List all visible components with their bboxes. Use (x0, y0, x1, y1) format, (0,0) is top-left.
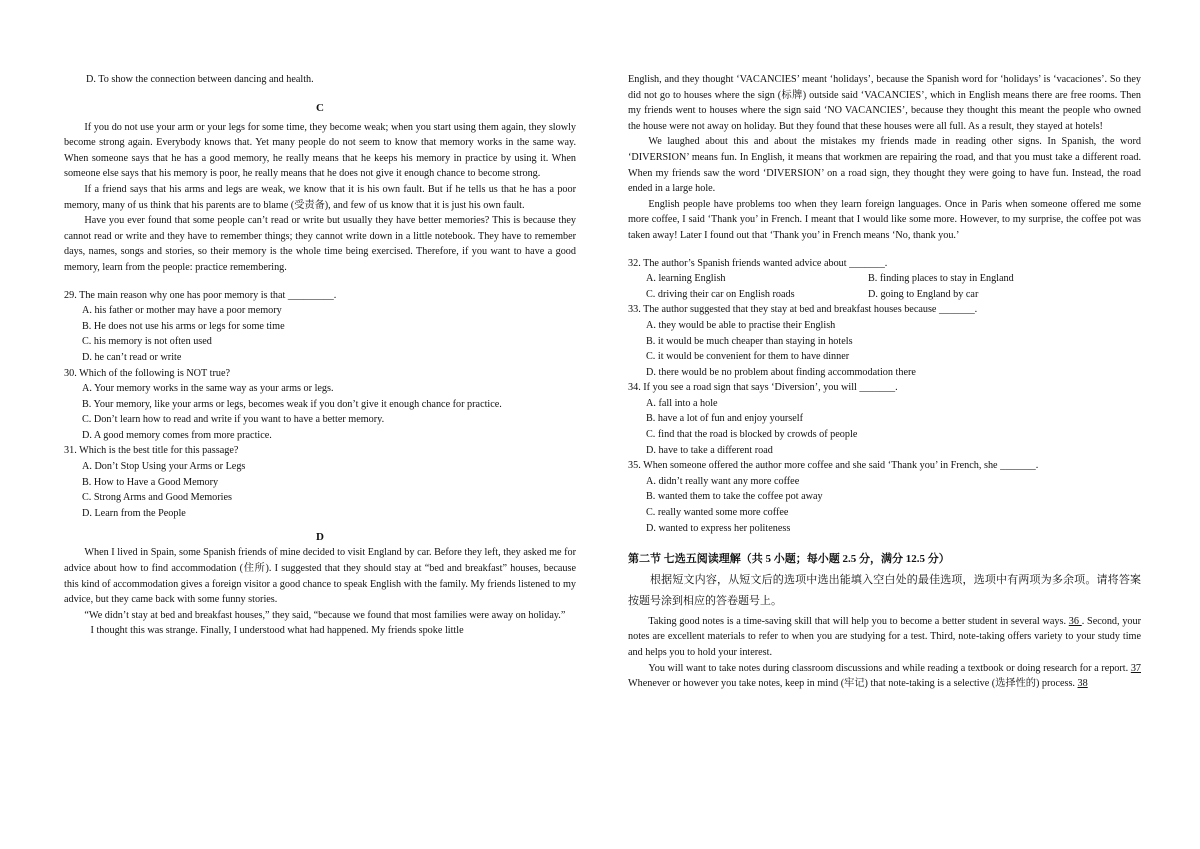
passage-d-continued: English, and they thought ‘VACANCIES’ meant ‘holidays’, because the Spanish word for ‘holidays’ is ‘vacaciones’. So they did not go to houses where the sign (标牌) outside said ‘VACANCIES’, which in English means there are free rooms. Then my friends went to houses where the sign said ‘NO VACANCIES’, because they thought this meant the people who owned the house were not away on holiday. But they found that these houses were all full. As a result, they stayed at hotels! (628, 74, 1141, 132)
options-row (646, 271, 1141, 287)
blank-36[interactable]: 36 (1068, 615, 1082, 627)
option[interactable]: A. they would be able to practise their English (646, 319, 836, 331)
option[interactable]: C. driving their car on English roads (646, 288, 795, 300)
option[interactable]: B. He does not use his arms or legs for some time (82, 320, 285, 332)
option[interactable]: C. it would be convenient for them to have dinner (646, 351, 850, 363)
option[interactable]: C. find that the road is blocked by crowds of people (646, 429, 858, 441)
question-33: 33. The author suggested that they stay at bed and breakfast houses because _______. (628, 304, 978, 316)
option[interactable]: D. Learn from the People (82, 507, 186, 519)
option[interactable]: D. he can’t read or write (82, 351, 182, 363)
cloze-paragraph-1 (628, 614, 1141, 661)
option[interactable]: A. learning English (646, 273, 726, 285)
option[interactable]: B. How to Have a Good Memory (82, 476, 219, 488)
right-column (628, 72, 1141, 692)
passage-c-heading: C (316, 101, 324, 114)
passage-c-paragraph: If a friend says that his arms and legs are weak, we know that it is his own fault. But if he tells us that he has a poor memory, many of us think that his parents are to blame (受责备), and few of us know that it is just his own fault. (64, 183, 576, 211)
passage-d-paragraph: “We didn’t stay at bed and breakfast houses,” they said, “because we found that most families were away on holiday.” (84, 609, 566, 621)
question-34: 34. If you see a road sign that says ‘Diversion’, you will _______. (628, 382, 898, 394)
option[interactable]: D. have to take a different road (646, 444, 773, 456)
passage-c-paragraph: If you do not use your arm or your legs for some time, they become weak; when you start using them again, they slowly become strong again. Everybody knows that. Yet many people do not seem to know that memory works in the same way. When someone says that he has a good memory, he really means that he keeps his memory in practice by using it. When someone else says that his memory is poor, he really means that he does not give it enough chance to become strong. (64, 121, 576, 180)
option[interactable]: D. wanted to express her politeness (646, 522, 791, 534)
cloze-text: You will want to take notes during classroom discussions and while reading a textbook or doing research for a report. (648, 662, 1131, 674)
cloze-paragraph-2 (628, 661, 1141, 692)
passage-c-paragraph: Have you ever found that some people can’t read or write but usually they have better memories? This is because they cannot read or write and they have to remember things; they cannot write down in a little notebook. They have to remember days, names, songs and stories, so their memory is the whole time being exercised. Therefore, if you want to have a good memory, learn from the people: practice remembering. (64, 215, 576, 273)
question-35: 35. When someone offered the author more coffee and she said ‘Thank you’ in French, she _______. (628, 460, 1039, 472)
question-32: 32. The author’s Spanish friends wanted advice about _______. (628, 257, 888, 269)
cloze-text: Whenever or however you take notes, keep in mind (牢记) that note-taking is a selective (选择性的) process. (628, 678, 1078, 690)
option[interactable]: A. his father or mother may have a poor memory (82, 305, 282, 317)
section-2-title: 第二节 七选五阅读理解（共 5 小题；每小题 2.5 分，满分 12.5 分） (628, 553, 950, 566)
question-31: 31. Which is the best title for this passage? (64, 445, 239, 457)
option[interactable]: C. his memory is not often used (82, 336, 212, 348)
passage-d-paragraph: I thought this was strange. Finally, I understood what had happened. My friends spoke little (90, 625, 464, 637)
option[interactable]: B. wanted them to take the coffee pot away (646, 491, 823, 503)
left-column (64, 72, 576, 639)
option[interactable]: A. Don’t Stop Using your Arms or Legs (82, 461, 246, 473)
question-29: 29. The main reason why one has poor memory is that _________. (64, 289, 337, 301)
options-row (646, 287, 1141, 303)
option[interactable]: A. fall into a hole (646, 397, 718, 409)
option[interactable]: B. it would be much cheaper than staying in hotels (646, 335, 853, 347)
passage-d-paragraph: When I lived in Spain, some Spanish friends of mine decided to visit England by car. Before they left, they asked me for advice about how to find accommodation (住所). I suggested that they should stay at “bed and breakfast” houses, because this kind of accommodation gives a foreign visitor a good chance to speak English with the family. My friends listened to my advice, but they came back with some funny stories. (64, 547, 576, 606)
cloze-text: . Second, your notes are excellent materials to refer to when you are studying for a test. Third, note-taking offers variety to your study time and helps you to hold your interest. (628, 615, 1141, 658)
option[interactable]: A. didn’t really want any more coffee (646, 475, 800, 487)
cloze-text: Taking good notes is a time-saving skill that will help you to become a better student in several ways. (648, 615, 1069, 627)
option[interactable]: C. Strong Arms and Good Memories (82, 492, 232, 504)
question-30: 30. Which of the following is NOT true? (64, 367, 230, 379)
passage-d-continued: We laughed about this and about the mistakes my friends made in reading other signs. In Spanish, the word ‘DIVERSION’ means fun. In English, it means that workmen are repairing the road, and that you must take a different road. When my friends saw the word ‘DIVERSION’ on a road sign, they thought they were going to have fun. Instead, the road ended in a large hole. (628, 136, 1141, 195)
passage-d-continued: English people have problems too when they learn foreign languages. Once in Paris when someone offered me some more coffee, I said ‘Thank you’ in French. I meant that I would like some more. However, to my surprise, the coffee pot was taken away! Later I found out that ‘Thank you’ in French means ‘No, thank you.’ (628, 198, 1141, 241)
section-2-instruction: 根据短文内容，从短文后的选项中选出能填入空白处的最佳选项，选项中有两项为多余项。请将答案按题号涂到相应的答卷题号上。 (628, 573, 1141, 607)
option[interactable]: D. going to England by car (868, 288, 979, 300)
previous-question-option-d: D. To show the connection between dancing and health. (86, 74, 314, 85)
option[interactable]: A. Your memory works in the same way as your arms or legs. (82, 383, 334, 395)
option[interactable]: B. Your memory, like your arms or legs, becomes weak if you don’t give it enough chance for practice. (82, 398, 502, 410)
option[interactable]: B. have a lot of fun and enjoy yourself (646, 413, 804, 425)
blank-38[interactable]: 38 (1077, 678, 1088, 690)
option[interactable]: C. Don’t learn how to read and write if you want to have a better memory. (82, 414, 385, 426)
passage-d-heading: D (316, 531, 324, 544)
option[interactable]: B. finding places to stay in England (868, 273, 1014, 285)
blank-37[interactable]: 37 (1130, 662, 1141, 674)
option[interactable]: D. there would be no problem about finding accommodation there (646, 366, 916, 378)
option[interactable]: C. really wanted some more coffee (646, 507, 789, 519)
option[interactable]: D. A good memory comes from more practice. (82, 429, 272, 441)
